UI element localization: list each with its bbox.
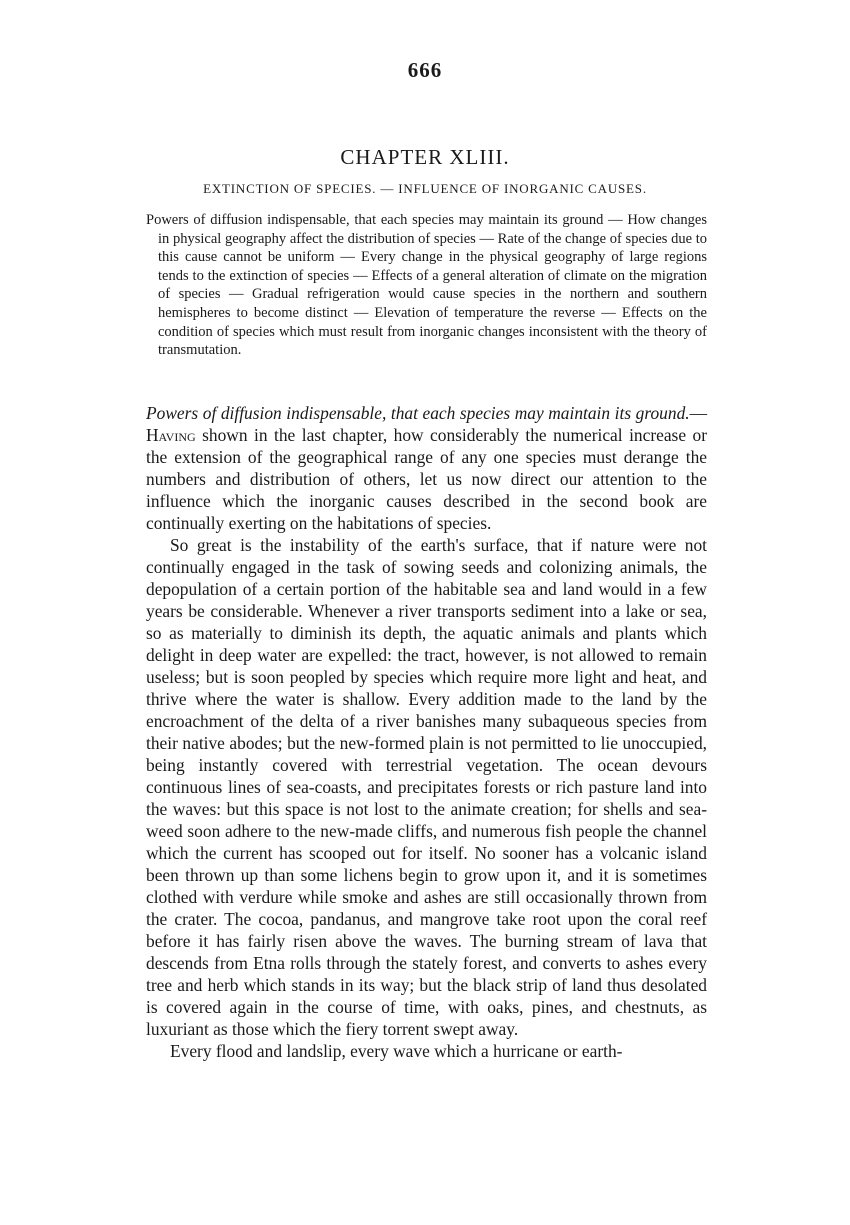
chapter-title: CHAPTER XLIII. (340, 145, 510, 169)
paragraph-1-heading: Powers of diffusion indispensable, that each species may maintain its ground. (146, 403, 690, 423)
paragraph-1-opening-word: Having (146, 425, 196, 445)
chapter-summary (146, 211, 707, 360)
body-text (146, 402, 707, 1062)
chapter-subtitle: EXTINCTION OF SPECIES. — INFLUENCE OF INORGANIC CAUSES. (203, 181, 647, 196)
paragraph-1 (146, 402, 707, 534)
paragraph-3: Every flood and landslip, every wave which a hurricane or earth- (170, 1041, 623, 1061)
paragraph-2: So great is the instability of the earth's surface, that if nature were not continually engaged in the task of sowing seeds and colonizing animals, the depopulation of a certain portion of the habitable sea and land would in a few years be considerable. Whenever a river transports sediment into a lake or sea, so as materially to diminish its depth, the aquatic animals and plants which delight in deep water are expelled: the tract, however, is not allowed to remain useless; but is soon peopled by species which require more light and heat, and thrive where the water is shallow. Every addition made to the land by the encroachment of the delta of a river banishes many subaqueous species from their native abodes; but the new-formed plain is not permitted to lie unoccupied, being instantly covered with terrestrial vegetation. The ocean devours continuous lines of sea-coasts, and precipitates forests or rich pasture land into the waves: but this space is not lost to the animate creation; for shells and sea-weed soon adhere to the new-made cliffs, and numerous fish people the channel which the current has scooped out for itself. No sooner has a volcanic island been thrown up than some lichens begin to grow upon it, and it is sometimes clothed with verdure while smoke and ashes are still occasionally thrown from the crater. The cocoa, pandanus, and mangrove take root upon the coral reef before it has fairly risen above the waves. The burning stream of lava that descends from Etna rolls through the stately forest, and converts to ashes every tree and herb which stands in its way; but the black strip of land thus desolated is covered again in the course of time, with oaks, pines, and chestnuts, as luxuriant as those which the fiery torrent swept away. (146, 535, 707, 1039)
chapter-summary-text: Powers of diffusion indispensable, that each species may maintain its ground — How changes in physical geography affect the distribution of species — Rate of the change of species due to this cause cannot be uniform — Every change in the physical geography of large regions tends to the extinction of species — Effects of a general alteration of climate on the migration of species — Gradual refrigeration would cause species in the northern and southern hemispheres to become distinct — Elevation of temperature the reverse — Effects on the condition of species which must result from inorganic changes inconsistent with the theory of transmutation. (146, 212, 707, 359)
em-dash: — (689, 403, 707, 423)
paragraph-1-text: shown in the last chapter, how considerably the numerical increase or the extension of the geographical range of any one species must derange the numbers and distribution of others, let us now direct our attention to the influence which the inorganic causes described in the second book are continually exerting on the habitations of species. (146, 425, 707, 533)
page-number: 666 (407, 58, 443, 82)
